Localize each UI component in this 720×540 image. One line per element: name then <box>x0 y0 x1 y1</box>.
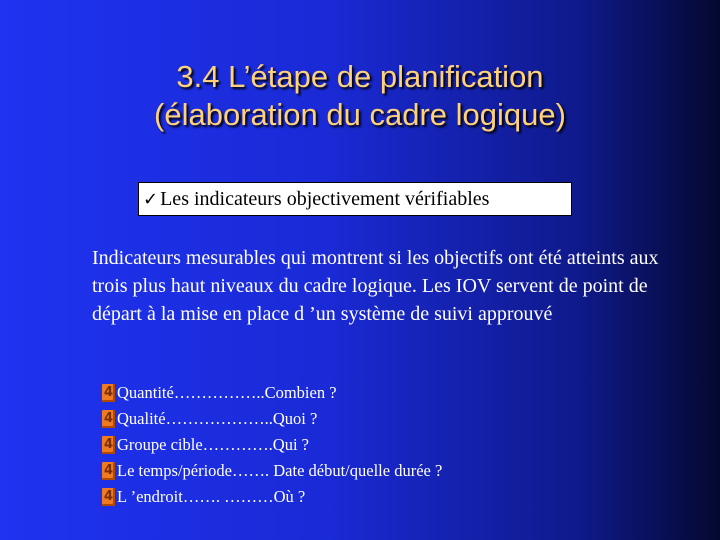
criteria-list <box>102 380 442 510</box>
list-item-text: L ’endroit……. ………Où ? <box>117 487 306 506</box>
number-four-bullet-icon: 4 <box>103 489 114 504</box>
list-item-text: Le temps/période……. Date début/quelle durée ? <box>117 461 443 480</box>
list-item-text: Qualité………………..Quoi ? <box>117 409 318 428</box>
list-item <box>102 458 442 484</box>
slide-title <box>60 58 660 134</box>
check-mark-icon: ✓ <box>143 188 159 210</box>
number-four-bullet-icon: 4 <box>103 463 114 478</box>
list-item-text: Groupe cible………….Qui ? <box>117 435 309 454</box>
subtitle-text: Les indicateurs objectivement vérifiables <box>160 187 490 210</box>
list-item-text: Quantité……………..Combien ? <box>117 383 337 402</box>
number-four-bullet-icon: 4 <box>103 437 114 452</box>
list-item <box>102 484 442 510</box>
list-item <box>102 432 442 458</box>
description-paragraph: Indicateurs mesurables qui montrent si les objectifs ont été atteints aux trois plus haut niveaux du cadre logique. Les IOV servent de point de départ à la mise en place d ’un système de suivi approuvé <box>92 247 659 325</box>
subtitle-box <box>138 182 572 216</box>
slide-title-line-2: (élaboration du cadre logique) <box>154 97 566 132</box>
number-four-bullet-icon: 4 <box>103 385 114 400</box>
list-item <box>102 406 442 432</box>
list-item <box>102 380 442 406</box>
slide-title-line-1: 3.4 L’étape de planification <box>176 59 544 94</box>
number-four-bullet-icon: 4 <box>103 411 114 426</box>
